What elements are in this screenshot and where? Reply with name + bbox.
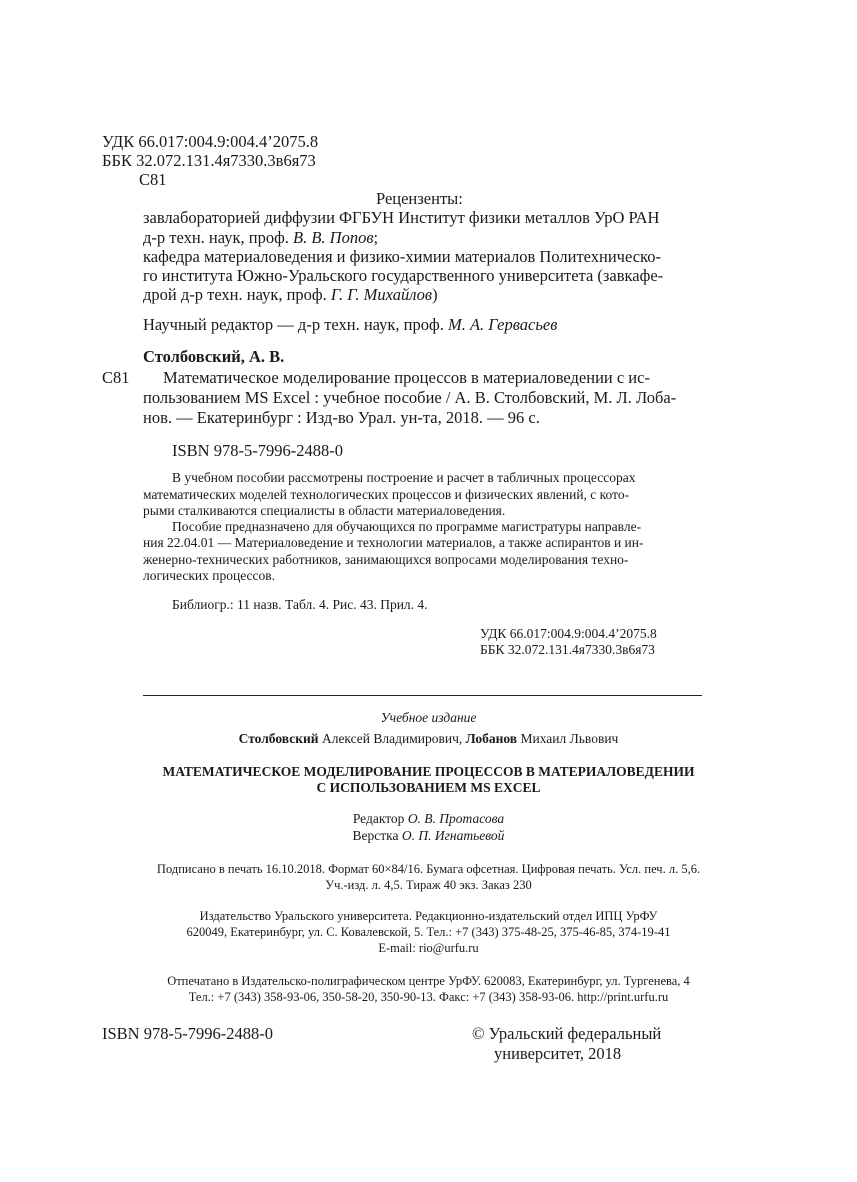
abstract-p2-line-2: ния 22.04.01 — Материаловедение и технологии материалов, а также аспирантов и ин- — [143, 535, 644, 550]
record-line-3: нов. — Екатеринбург : Изд-во Урал. ун-та, 2018. — 96 с. — [143, 408, 540, 427]
copyright-line-1: © Уральский федеральный — [472, 1024, 662, 1043]
author-code-header: С81 — [139, 170, 167, 189]
editor-credit: Редактор О. В. Протасова — [352, 811, 505, 826]
reviewer-line-3: кафедра материаловедения и физико-химии материалов Политехническо- — [143, 247, 661, 266]
book-title-line-2: С ИСПОЛЬЗОВАНИЕМ MS EXCEL — [316, 780, 541, 795]
abstract-p2-line-3: женерно-технических работников, занимающихся вопросами моделирования техно- — [143, 552, 629, 567]
record-code: С81 — [102, 368, 130, 387]
copyright-line-2: университет, 2018 — [494, 1044, 622, 1063]
bbk-header: ББК 32.072.131.4я7330.3в6я73 — [102, 151, 316, 170]
divider-rule — [143, 695, 702, 696]
record-line-1: Математическое моделирование процессов в материаловедении с ис- — [163, 368, 650, 387]
book-title-line-1: МАТЕМАТИЧЕСКОЕ МОДЕЛИРОВАНИЕ ПРОЦЕССОВ В МАТЕРИАЛОВЕДЕНИИ — [162, 764, 695, 779]
reviewer-line-2: д-р техн. наук, проф. В. В. Попов; — [143, 228, 379, 247]
footer-isbn: ISBN 978-5-7996-2488-0 — [102, 1024, 273, 1043]
print-details-line-2: Уч.-изд. л. 4,5. Тираж 40 экз. Заказ 230 — [325, 878, 532, 892]
publisher-email: E-mail: rio@urfu.ru — [378, 941, 479, 955]
layout-credit: Верстка О. П. Игнатьевой — [352, 828, 505, 843]
record-isbn: ISBN 978-5-7996-2488-0 — [172, 441, 343, 460]
print-details-line-1: Подписано в печать 16.10.2018. Формат 60×84/16. Бумага офсетная. Цифровая печать. Усл. печ. л. 5,6. — [156, 862, 701, 876]
reviewer-line-5: дрой д-р техн. наук, проф. Г. Г. Михайлов) — [143, 285, 438, 304]
abstract-p2-line-4: логических процессов. — [143, 568, 276, 583]
abstract-p2-line-1: Пособие предназначено для обучающихся по программе магистратуры направле- — [172, 519, 642, 534]
record-author: Столбовский, А. В. — [143, 347, 285, 366]
publisher-line-1: Издательство Уральского университета. Редакционно-издательский отдел ИПЦ УрФУ — [199, 909, 658, 923]
reviewer-line-4: го института Южно-Уральского государственного университета (завкафе- — [143, 266, 664, 285]
record-line-2: пользованием MS Excel : учебное пособие / А. В. Столбовский, М. Л. Лоба- — [143, 388, 677, 407]
bibliography-summary: Библиогр.: 11 назв. Табл. 4. Рис. 43. Прил. 4. — [172, 597, 428, 612]
reviewer-line-1: завлабораторией диффузии ФГБУН Институт физики металлов УрО РАН — [143, 208, 660, 227]
bbk-footer: ББК 32.072.131.4я7330.3в6я73 — [480, 642, 655, 657]
udk-header: УДК 66.017:004.9:004.4’2075.8 — [102, 132, 319, 151]
scientific-editor: Научный редактор — д-р техн. наук, проф. М. А. Гервасьев — [143, 315, 558, 334]
udk-footer: УДК 66.017:004.9:004.4’2075.8 — [480, 626, 657, 641]
edition-type: Учебное издание — [380, 710, 477, 725]
printer-line-2: Тел.: +7 (343) 358-93-06, 350-58-20, 350-90-13. Факс: +7 (343) 358-93-06. http://print.urfu.ru — [188, 990, 669, 1004]
printer-line-1: Отпечатано в Издательско-полиграфическом центре УрФУ. 620083, Екатеринбург, ул. Тургенева, 4 — [167, 974, 690, 988]
abstract-p1-line-1: В учебном пособии рассмотрены построение и расчет в табличных процессорах — [172, 470, 636, 485]
abstract-p1-line-2: математических моделей технологических процессов и физических явлений, с кото- — [143, 487, 630, 502]
authors-line: Столбовский Алексей Владимирович, Лобанов Михаил Львович — [238, 731, 619, 746]
publisher-line-2: 620049, Екатеринбург, ул. С. Ковалевской, 5. Тел.: +7 (343) 375-48-25, 375-46-85, 374-19-41 — [186, 925, 671, 939]
abstract-p1-line-3: рыми сталкиваются специалисты в области материаловедения. — [143, 503, 506, 518]
reviewers-title: Рецензенты: — [376, 189, 463, 208]
